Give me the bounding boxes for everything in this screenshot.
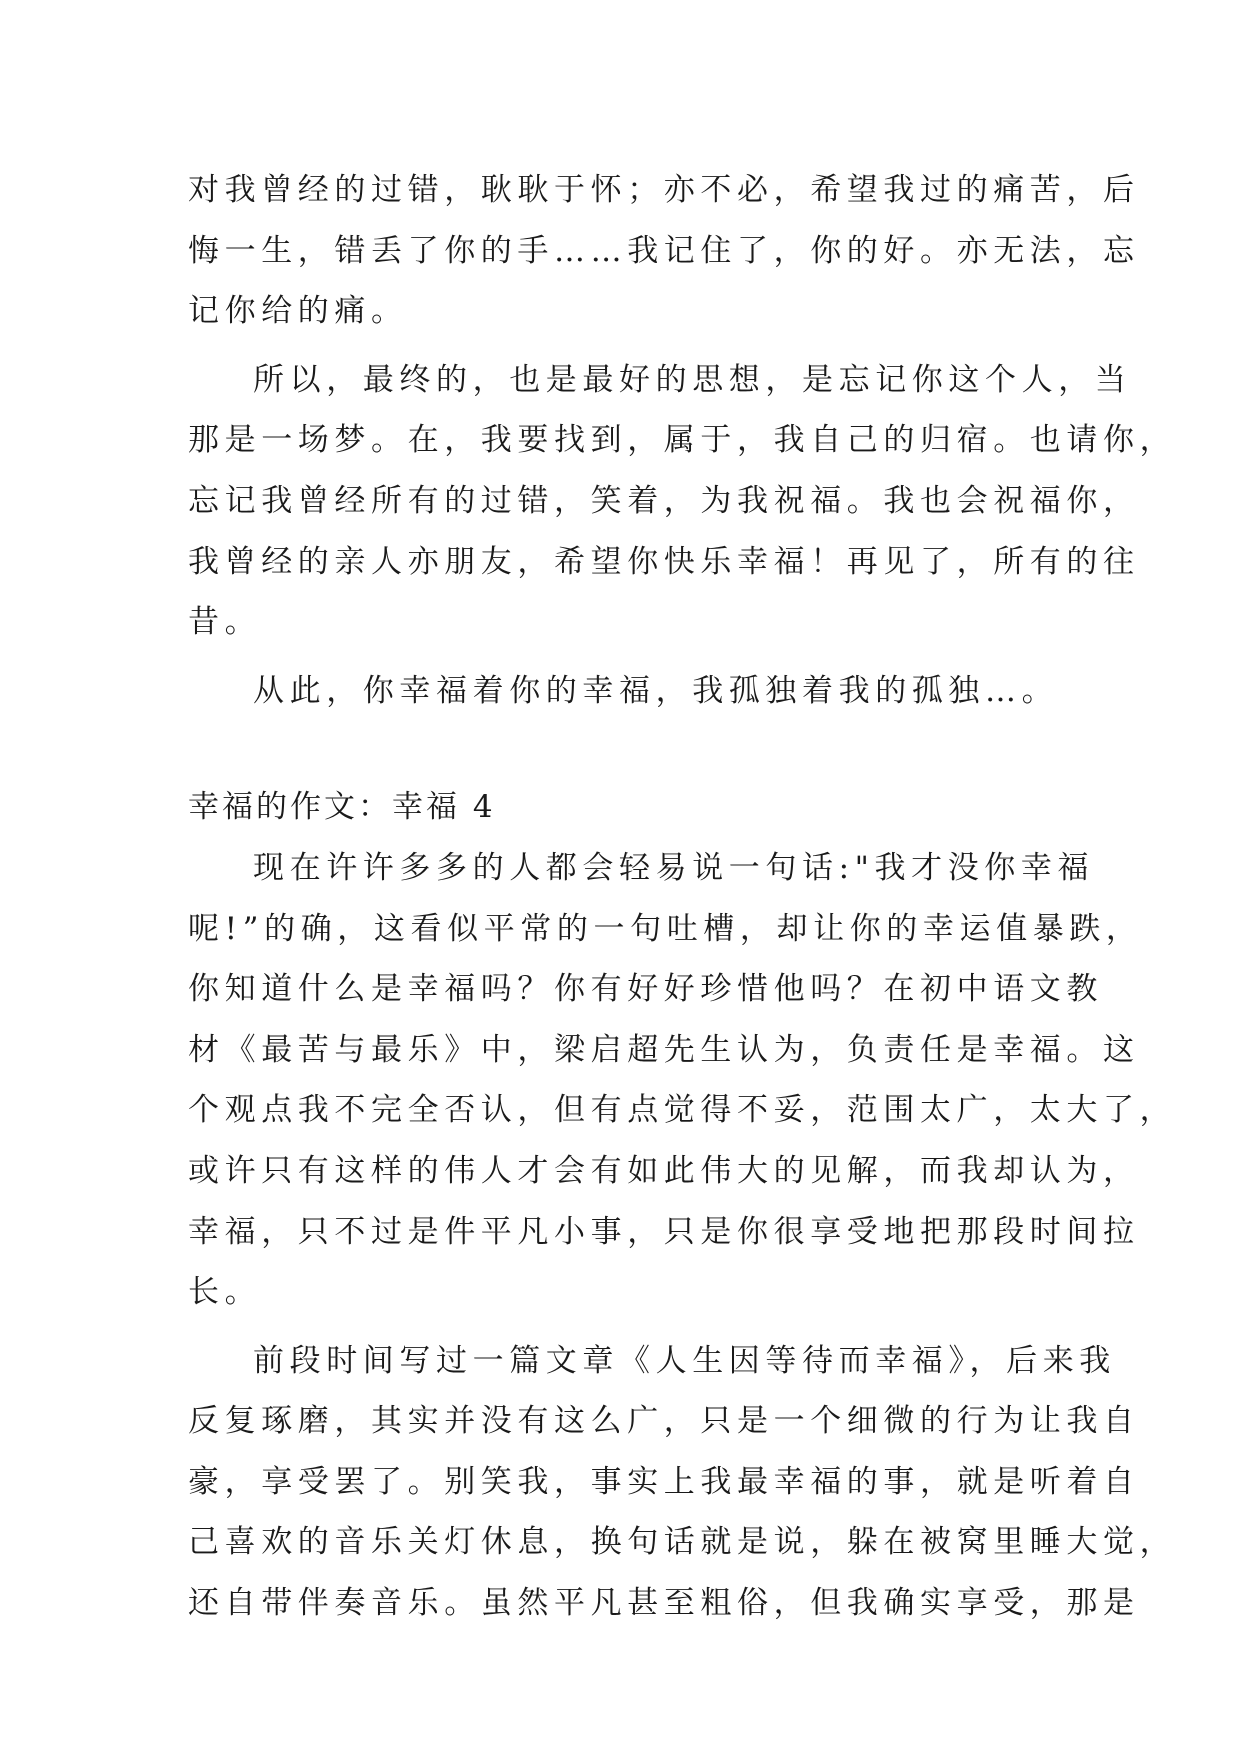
text-line: 对我曾经的过错，耿耿于怀；亦不必，希望我过的痛苦，后	[188, 172, 1140, 208]
text-line: 反复琢磨，其实并没有这么广，只是一个细微的行为让我自	[188, 1403, 1140, 1440]
document-page	[188, 160, 1177, 1634]
paragraph	[188, 350, 1177, 653]
text-line: 那是一场梦。在，我要找到，属于，我自己的归宿。也请你，	[188, 422, 1177, 459]
text-line: 所以，最终的，也是最好的思想，是忘记你这个人，当	[253, 361, 1132, 398]
text-line: 从此，你幸福着你的幸福，我孤独着我的孤独…。	[253, 672, 1059, 709]
text-line: 记你给的痛。	[188, 293, 408, 330]
text-line: 忘记我曾经所有的过错，笑着，为我祝福。我也会祝福你，	[188, 482, 1140, 519]
text-line: 长。	[188, 1274, 262, 1311]
text-line: 个观点我不完全否认，但有点觉得不妥，范围太广，太大了，	[188, 1092, 1177, 1129]
text-line: 幸福，只不过是件平凡小事，只是你很享受地把那段时间拉	[188, 1213, 1140, 1250]
text-line: 昔。	[188, 604, 262, 641]
text-line: 豪，享受罢了。别笑我，事实上我最幸福的事，就是听着自	[188, 1463, 1140, 1500]
text-line: 或许只有这样的伟人才会有如此伟大的见解，而我却认为，	[188, 1152, 1140, 1189]
text-line: 我曾经的亲人亦朋友，希望你快乐幸福！再见了，所有的往	[188, 543, 1140, 580]
paragraph	[188, 661, 1058, 722]
paragraph	[188, 838, 1177, 1323]
text-line: 现在许许多多的人都会轻易说一句话:"我才没你幸福	[253, 849, 1095, 886]
text-line: 材《最苦与最乐》中，梁启超先生认为，负责任是幸福。这	[188, 1031, 1140, 1068]
text-line: 悔一生，错丢了你的手……我记住了，你的好。亦无法，忘	[188, 232, 1140, 269]
section-heading: 幸福的作文：幸福 4	[188, 789, 496, 826]
text-line: 己喜欢的音乐关灯休息，换句话就是说，躲在被窝里睡大觉，	[188, 1524, 1177, 1561]
text-line: 呢!”的确，这看似平常的一句吐槽，却让你的幸运值暴跌，	[188, 910, 1143, 947]
text-line: 还自带伴奏音乐。虽然平凡甚至粗俗，但我确实享受，那是	[188, 1585, 1140, 1622]
paragraph	[188, 1331, 1177, 1634]
paragraph-continued	[188, 160, 1140, 342]
text-line: 前段时间写过一篇文章《人生因等待而幸福》，后来我	[253, 1342, 1116, 1379]
text-line: 你知道什么是幸福吗？你有好好珍惜他吗？在初中语文教	[188, 971, 1103, 1008]
